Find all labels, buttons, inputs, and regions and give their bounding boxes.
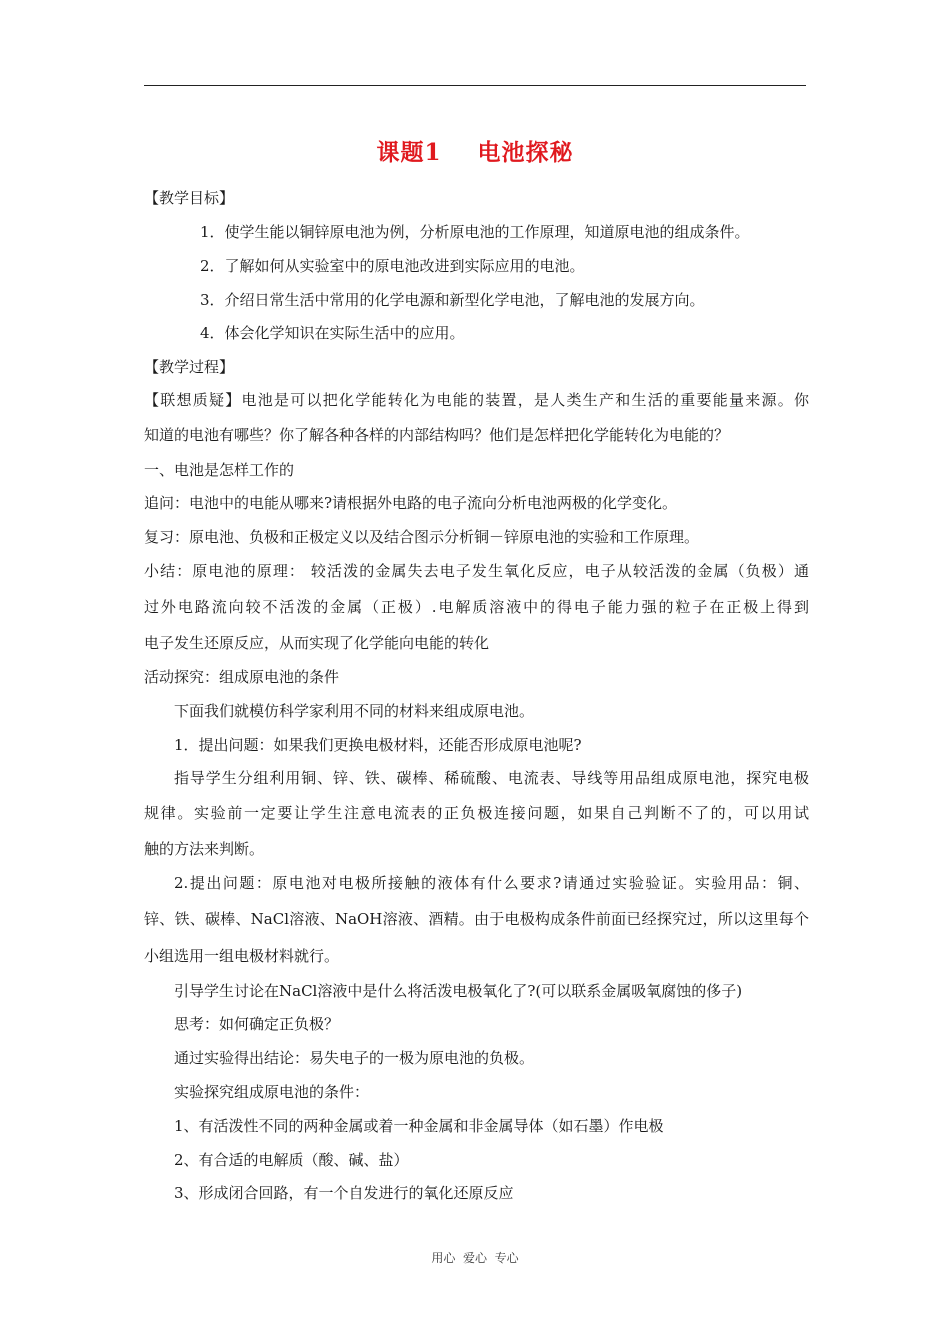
objective-item: 3．介绍日常生活中常用的化学电源和新型化学电池，了解电池的发展方向。 xyxy=(200,291,705,309)
paragraph-line: 规律。实验前一定要让学生注意电流表的正负极连接问题，如果自己判断不了的，可以用试 xyxy=(144,804,809,822)
condition-item: 1、有活泼性不同的两种金属或着一种金属和非金属导体（如石墨）作电极 xyxy=(174,1117,664,1135)
paragraph-line: 1．提出问题：如果我们更换电极材料，还能否形成原电池呢? xyxy=(174,736,582,754)
subsection-heading: 一、电池是怎样工作的 xyxy=(144,461,295,479)
paragraph-line: 2.提出问题：原电池对电极所接触的液体有什么要求?请通过实验验证。实验用品：铜、 xyxy=(174,874,809,892)
condition-item: 3、形成闭合回路，有一个自发进行的氧化还原反应 xyxy=(174,1184,514,1202)
paragraph-line: 触的方法来判断。 xyxy=(144,840,265,858)
title-main: 电池探秘 xyxy=(477,139,574,166)
paragraph-line: 思考：如何确定正负极？ xyxy=(174,1015,340,1033)
page-title xyxy=(0,134,950,167)
paragraph-line: 【联想质疑】电池是可以把化学能转化为电能的装置，是人类生产和生活的重要能量来源。你 xyxy=(144,391,809,409)
section-heading-process: 【教学过程】 xyxy=(144,358,235,376)
paragraph-line: 电子发生还原反应，从而实现了化学能向电能的转化 xyxy=(144,634,490,652)
paragraph-line: 追问：电池中的电能从哪来?请根据外电路的电子流向分析电池两极的化学变化。 xyxy=(144,494,678,512)
paragraph-line: 引导学生讨论在NaCl溶液中是什么将活泼电极氧化了?(可以联系金属吸氧腐蚀的侈子) xyxy=(174,982,743,1000)
paragraph-line: 锌、铁、碳棒、NaCl溶液、NaOH溶液、酒精。由于电极构成条件前面已经探究过，所以这里每个 xyxy=(144,910,809,928)
paragraph-line: 过外电路流向较不活泼的金属（正极）.电解质溶液中的得电子能力强的粒子在正极上得到 xyxy=(144,598,809,616)
header-rule xyxy=(144,85,806,86)
objective-item: 4．体会化学知识在实际生活中的应用。 xyxy=(200,324,465,342)
paragraph-line: 实验探究组成原电池的条件： xyxy=(174,1083,370,1101)
condition-item: 2、有合适的电解质（酸、碱、盐） xyxy=(174,1151,409,1169)
objective-item: 2．了解如何从实验室中的原电池改进到实际应用的电池。 xyxy=(200,257,585,275)
title-prefix: 课题1 xyxy=(376,139,442,166)
paragraph-line: 下面我们就模仿科学家利用不同的材料来组成原电池。 xyxy=(174,702,535,720)
paragraph-line: 活动探究：组成原电池的条件 xyxy=(144,668,340,686)
paragraph-line: 复习：原电池、负极和正极定义以及结合图示分析铜－锌原电池的实验和工作原理。 xyxy=(144,528,700,546)
page-footer: 用心 爱心 专心 xyxy=(431,1251,519,1265)
paragraph-line: 小结：原电池的原理： 较活泼的金属失去电子发生氧化反应，电子从较活泼的金属（负极）通 xyxy=(144,562,809,580)
paragraph-line: 指导学生分组利用铜、锌、铁、碳棒、稀硫酸、电流表、导线等用品组成原电池，探究电极 xyxy=(174,769,809,787)
section-heading-objectives: 【教学目标】 xyxy=(144,189,235,207)
paragraph-line: 知道的电池有哪些？你了解各种各样的内部结构吗？他们是怎样把化学能转化为电能的？ xyxy=(144,426,730,444)
paragraph-line: 小组选用一组电极材料就行。 xyxy=(144,947,340,965)
objective-item: 1．使学生能以铜锌原电池为例，分析原电池的工作原理，知道原电池的组成条件。 xyxy=(200,223,750,241)
paragraph-line: 通过实验得出结论：易失电子的一极为原电池的负极。 xyxy=(174,1049,535,1067)
